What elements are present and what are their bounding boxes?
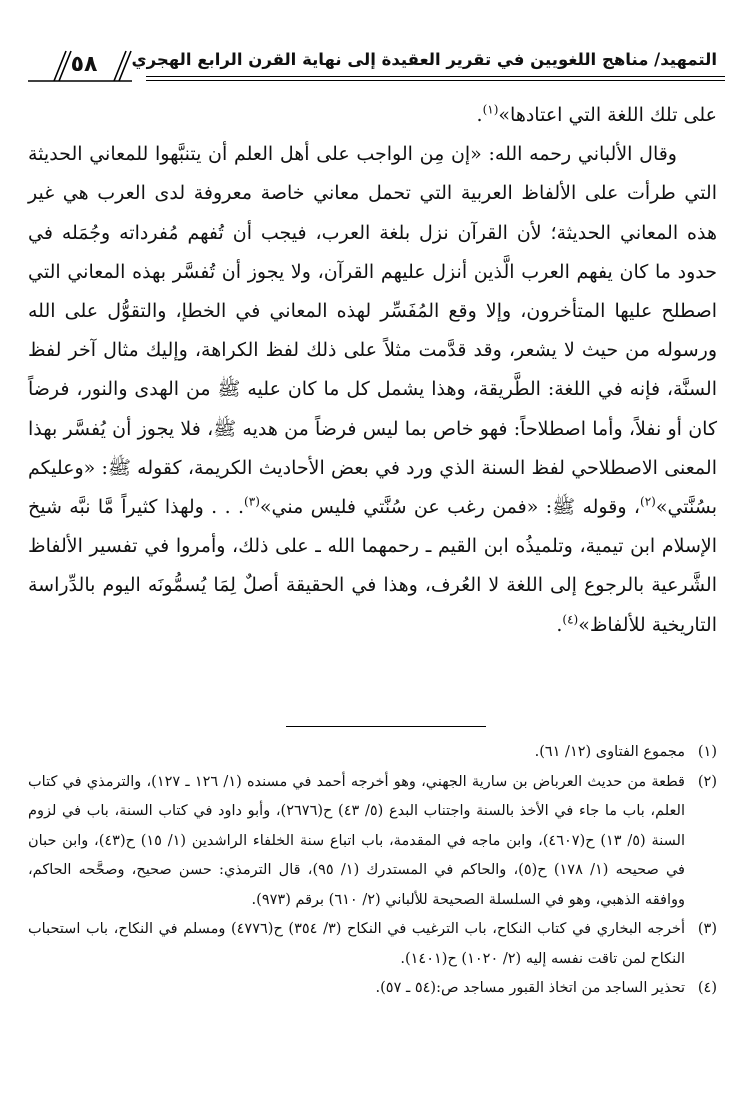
header-rule bbox=[146, 76, 725, 77]
footnote-separator bbox=[286, 726, 486, 727]
header-rule-thin bbox=[146, 80, 725, 81]
footnote-number: (٣) bbox=[697, 921, 717, 937]
paragraph-albani-quote: وقال الألباني رحمه الله: «إن مِن الواجب على أهل العلم أن يتنبَّهوا للمعاني الحديثة التي طرأت على الألفاظ العربية التي تحمل معاني خاصة معروفة لدى العرب هي غير هذه المعاني الحديثة؛ لأن القرآن نزل بلغة العرب، فيجب أن تُفهم مُفرداته وجُمَله في حدود ما كان يفهم العرب الَّذين أنزل عليهم القرآن، ولا يجوز أن تُفسَّر بهذه المعاني التي اصطلح عليها المتأخرون، وإلا وقع المُفَسِّر لهذه المعاني في الخطإ، والتقوُّل على الله ورسوله من حيث لا يشعر، وقد قدَّمت مثلاً على ذلك لفظ الكراهة، وإليك مثال آخر لفظ السنَّة، فإنه في اللغة: الطَّريقة، وهذا يشمل كل ما كان عليه ﷺ من الهدى والنور، فرضاً كان أو نفلاً، وأما اصطلاحاً: فهو خاص بما ليس فرضاً من هديه ﷺ، فلا يجوز أن يُفسَّر بهذا المعنى الاصطلاحي لفظ السنة الذي ورد في بعض الأحاديث الكريمة، كقوله ﷺ: «وعليكم بسُنَّتي»$^{(٢)}$، وقوله ﷺ: «فمن رغب عن سُنَّتي فليس مني»$^{(٣)}$. . . ولهذا كثيراً مَّا نبَّه شيخ الإسلام ابن تيمية، وتلميذُه ابن القيم ـ رحمهما الله ـ على ذلك، وأمروا في تفسير الألفاظ الشَّرعية بالرجوع إلى اللغة لا العُرف، وهذا في الحقيقة أصلٌ لِمَا يُسمُّونَه اليوم بالدِّراسة التاريخية للألفاظ»$^{(٤)}$. bbox=[28, 143, 717, 636]
footnote-text: أخرجه البخاري في كتاب النكاح، باب الترغيب في النكاح (٣/ ٣٥٤) ح(٤٧٧٦) ومسلم في النكاح، باب استحباب النكاح لمن تاقت نفسه إليه (٢/ ١٠٢٠) ح(١٤٠١). bbox=[28, 921, 685, 967]
page-number-box bbox=[26, 48, 138, 82]
footnote-ref-1: (١) bbox=[482, 102, 499, 117]
running-header bbox=[26, 48, 725, 88]
footnote-ref-4: (٤) bbox=[562, 612, 579, 627]
main-text bbox=[28, 96, 717, 645]
footnote-number: (٤) bbox=[697, 980, 717, 996]
page-number: ٥٨ bbox=[70, 52, 98, 77]
footnote-2 bbox=[28, 768, 717, 916]
footnote-number: (١) bbox=[697, 744, 717, 760]
running-header-title: التمهيد/ مناهج اللغويين في تقرير العقيدة إلى نهاية القرن الرابع الهجري bbox=[131, 50, 717, 69]
footnote-text: قطعة من حديث العرباض بن سارية الجهني، وهو أخرجه أحمد في مسنده (١/ ١٢٦ ـ ١٢٧)، والترمذي في كتاب العلم، باب ما جاء في الأخذ بالسنة واجتناب البدع (٥/ ٤٣) ح(٢٦٧٦)، وأبو داود في كتاب السنة، باب في لزوم السنة (٥/ ١٣) ح(٤٦٠٧)، وابن ماجه في المقدمة، باب اتباع سنة الخلفاء الراشدين (١/ ١٥) ح(٤٣)، وابن حبان في صحيحه (١/ ١٧٨) ح(٥)، والحاكم في المستدرك (١/ ٩٥)، قال الترمذي: حسن صحيح، وصحَّحه الحاكم، ووافقه الذهبي، وهو في السلسلة الصحيحة للألباني (٢/ ٦١٠) برقم (٩٧٣). bbox=[28, 773, 685, 908]
footnotes bbox=[28, 738, 717, 1004]
footnote-1 bbox=[28, 738, 717, 768]
footnote-4 bbox=[28, 974, 717, 1004]
footnote-text: مجموع الفتاوى (١٢/ ٦١). bbox=[534, 744, 685, 760]
paragraph-continuation: على تلك اللغة التي اعتادها»$^{(١)}$. bbox=[476, 102, 717, 126]
footnote-ref-3: (٣) bbox=[244, 494, 260, 509]
footnote-number: (٢) bbox=[697, 773, 717, 790]
footnote-3 bbox=[28, 915, 717, 974]
footnote-text: تحذير الساجد من اتخاذ القبور مساجد ص:(٥٤ ـ ٥٧). bbox=[375, 980, 685, 996]
footnote-ref-2: (٢) bbox=[640, 494, 656, 509]
